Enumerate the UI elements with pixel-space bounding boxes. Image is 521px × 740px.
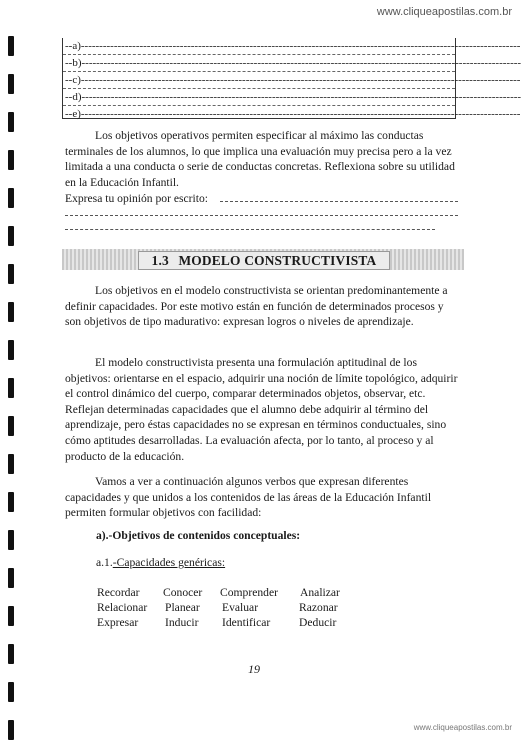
paragraph-operative-objectives: Los objetivos operativos permiten especificar al máximo las conductas terminales de los alumnos, lo que implica una evaluación muy precisa pero a la vez limitada a una conducta o serie de conductas concretas. Reflexiona sobre su utilidad en la Educación Infantil. xyxy=(65,129,455,189)
binding-hole xyxy=(8,264,14,284)
verb-cell: Planear xyxy=(165,601,200,614)
binding-hole xyxy=(8,416,14,436)
binding-hole xyxy=(8,606,14,626)
binding-hole xyxy=(8,150,14,170)
section-heading xyxy=(138,251,390,270)
page-number: 19 xyxy=(248,662,260,676)
watermark-site: www.cliqueapostilas.com.br xyxy=(376,6,512,18)
binding-hole xyxy=(8,302,14,322)
section-title: MODELO CONSTRUCTIVISTA xyxy=(178,253,377,268)
verb-cell: Relacionar xyxy=(97,601,148,614)
section-number: 1.3 xyxy=(151,253,169,268)
binding-hole xyxy=(8,682,14,702)
verb-cell: Deducir xyxy=(299,616,337,629)
binding-hole xyxy=(8,36,14,56)
verb-cell: Razonar xyxy=(299,601,338,614)
verb-cell: Evaluar xyxy=(222,601,259,614)
verb-cell: Conocer xyxy=(163,586,203,599)
binding-hole xyxy=(8,568,14,588)
paragraph-constructivist-formulation: El modelo constructivista presenta una formulación aptitudinal de los objetivos: orientarse en el espacio, adquirir una noción de límite topológico, adquirir el control dinámico del cuerpo, comparar determinados objetos, observar, etc. Reflejan determinadas capacidades que el alumno debe adquirir al término del aprendizaje, pero éstas capacidades no se expresan en términos conductuales, sino cómo aptitudes desarrolladas. La evaluación afecta, por lo tanto, al proceso y al producto de la educación. xyxy=(65,356,458,463)
verb-cell: Inducir xyxy=(165,616,199,629)
binding-hole xyxy=(8,226,14,246)
answer-line-c[interactable]: --c)------------------------------------------------------------------------------------------------------------------------ xyxy=(63,72,455,89)
answer-line-b[interactable]: --b)------------------------------------------------------------------------------------------------------------------------ xyxy=(63,55,455,72)
subsection-label: -Capacidades genéricas: xyxy=(112,556,226,569)
paragraph-constructivist-intro: Los objetivos en el modelo constructivista se orientan predominantemente a definir capacidades. Por este motivo están en función de determinados procesos y son objetivos de tipo madurativo: expresan logros o niveles de aprendizaje. xyxy=(65,284,448,329)
verb-cell: Comprender xyxy=(220,586,278,599)
binding-hole xyxy=(8,378,14,398)
verb-cell: Recordar xyxy=(97,586,140,599)
answer-line-d[interactable]: --d)------------------------------------------------------------------------------------------------------------------------ xyxy=(63,89,455,106)
verb-cell: Analizar xyxy=(300,586,340,599)
answer-line-e[interactable]: --e)------------------------------------------------------------------------------------------------------------------------ xyxy=(65,108,521,120)
subheading-conceptual-objectives: a).-Objetivos de contenidos conceptuales: xyxy=(96,529,301,542)
answer-box xyxy=(62,38,521,120)
opinion-answer-line[interactable] xyxy=(65,215,458,216)
watermark-footer: www.cliqueapostilas.com.br xyxy=(413,723,512,732)
opinion-prompt: Expresa tu opinión por escrito: xyxy=(65,192,208,205)
binding-holes xyxy=(8,36,16,736)
binding-hole xyxy=(8,644,14,664)
paragraph-verbs-intro: Vamos a ver a continuación algunos verbos que expresan diferentes capacidades y que unidos a los contenidos de las áreas de la Educación Infantil permiten formular objetivos con facilidad: xyxy=(65,475,432,520)
opinion-answer-line[interactable] xyxy=(65,229,435,230)
binding-hole xyxy=(8,454,14,474)
binding-hole xyxy=(8,112,14,132)
verb-cell: Expresar xyxy=(97,616,139,629)
verb-cell: Identificar xyxy=(222,616,271,629)
subsection-generic-capacities xyxy=(96,556,225,569)
binding-hole xyxy=(8,74,14,94)
binding-hole xyxy=(8,492,14,512)
binding-hole xyxy=(8,530,14,550)
binding-hole xyxy=(8,340,14,360)
binding-hole xyxy=(8,188,14,208)
answer-line-a[interactable]: --a)------------------------------------------------------------------------------------------------------------------------ xyxy=(63,38,455,55)
opinion-answer-line[interactable] xyxy=(220,201,458,202)
subsection-prefix: a.1. xyxy=(96,556,113,569)
binding-hole xyxy=(8,720,14,740)
